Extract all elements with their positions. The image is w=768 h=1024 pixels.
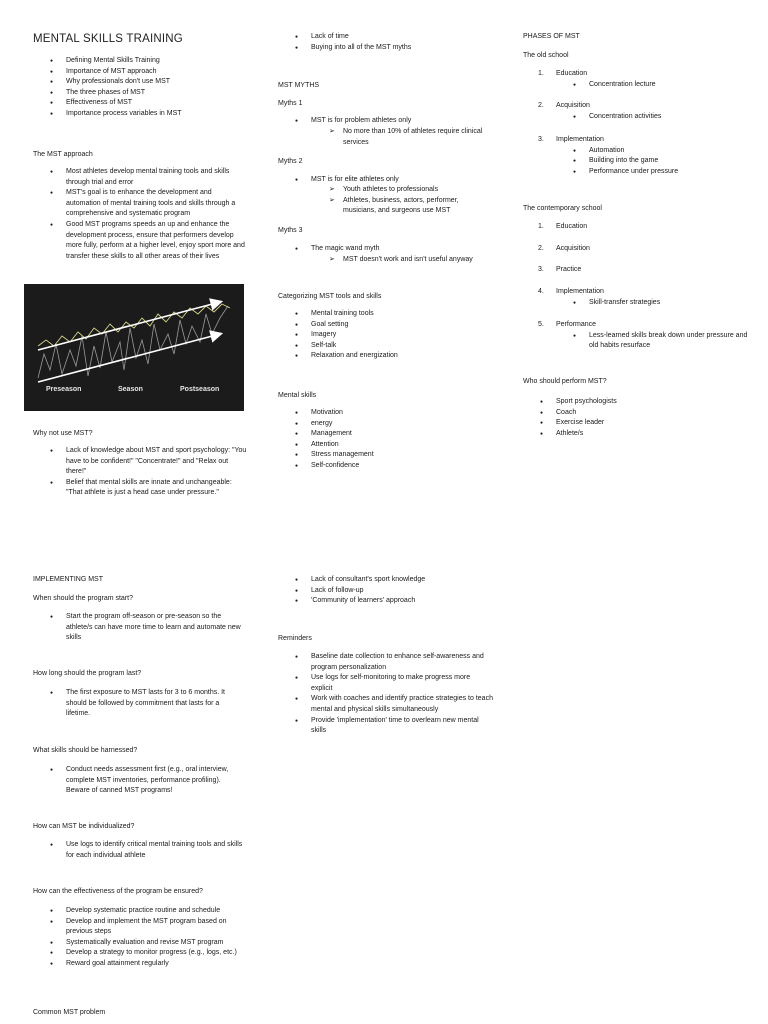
answer-list-effectiveness [66,906,246,970]
contemporary-school-heading: The contemporary school [523,205,602,212]
myth-2-heading: Myths 2 [278,158,303,165]
item-label: Performance [556,321,597,328]
section-heading-approach: The MST approach [33,151,93,158]
list-item: ● Attention [311,440,501,451]
list-item: ● energy [311,419,501,430]
item-number: 1. [538,70,544,77]
item-label: Practice [556,266,582,273]
section-heading-mental-skills: Mental skills [278,392,317,399]
question-individualized: How can MST be individualized? [33,823,135,830]
list-item: ● Effectiveness of MST [66,98,246,109]
old-item-3 [538,135,746,177]
list-item: ● Lack of time [311,32,501,43]
list-item: ● Good MST programs speeds an up and enhance the development process, ensure that performers develop more fully, perform at a higher level, enjoy sport more and transfer these skills to all other areas of their lives [66,220,248,262]
why-list [66,446,248,499]
item-label: Education [556,70,588,77]
list-item: ● Mental training tools [311,309,501,320]
list-item: ● Imagery [311,330,501,341]
section-heading-why: Why not use MST? [33,430,93,437]
list-item: ● Buying into all of the MST myths [311,43,501,54]
contemp-item-4-sublist [589,298,746,309]
list-item: ● Baseline date collection to enhance self-awareness and program personalization [311,652,493,673]
list-item: ● Self-confidence [311,461,501,472]
list-item: ● Belief that mental skills are innate and unchangeable: "That athlete is just a head case under pressure." [66,478,248,499]
list-item: ● The three phases of MST [66,88,246,99]
upper-trend-arrow [38,302,220,350]
progress-figure-svg [24,284,244,411]
list-item: ● Use logs to identify critical mental training tools and skills for each individual athlete [66,840,246,861]
list-item: ● Concentration lecture [589,80,746,91]
old-school-heading: The old school [523,52,569,59]
list-item: ● Conduct needs assessment first (e.g., oral interview, complete MST inventories, performance profiling). Beware of canned MST programs! [66,765,246,797]
list-item: ● The magic wand myth [311,244,501,255]
list-item: ● Goal setting [311,320,501,331]
label-season: Season [118,386,143,393]
list-item: ● Develop and implement the MST program based on previous steps [66,917,246,938]
lower-trend-arrow [38,334,220,382]
list-item: ● Importance of MST approach [66,67,246,78]
list-item: ● Reward goal attainment regularly [66,959,246,970]
item-number: 4. [538,288,544,295]
list-item: ● Self-talk [311,341,501,352]
item-number: 2. [538,245,544,252]
section-heading-common-problem: Common MST problem [33,1009,106,1016]
myth-1-heading: Myths 1 [278,100,303,107]
categorizing-list [311,309,501,362]
list-item: ● Use logs for self-monitoring to make progress more explicit [311,673,493,694]
list-item: ● 'Community of learners' approach [311,596,501,607]
list-item: ● Motivation [311,408,501,419]
section-heading-who: Who should perform MST? [523,378,607,385]
list-item: ● Stress management [311,450,501,461]
old-item-1-sublist [589,80,746,91]
old-item-3-sublist [589,146,746,178]
myth-3-heading: Myths 3 [278,227,303,234]
question-effectiveness: How can the effectiveness of the program be ensured? [33,888,203,895]
item-number: 2. [538,102,544,109]
list-item: ● Why professionals don't use MST [66,77,246,88]
list-item: ● Develop a strategy to monitor progress (e.g., logs, etc.) [66,948,246,959]
section-heading-reminders: Reminders [278,635,312,642]
item-number: 3. [538,266,544,273]
list-item: ● Develop systematic practice routine and schedule [66,906,246,917]
item-label: Acquisition [556,245,590,252]
old-item-1 [538,69,746,90]
list-item: ● Concentration activities [589,112,746,123]
question-duration: How long should the program last? [33,670,142,677]
item-number: 3. [538,136,544,143]
item-number: 5. [538,321,544,328]
question-start: When should the program start? [33,595,133,602]
list-item: ➢ Athletes, business, actors, performer, musicians, and surgeons use MST [343,196,493,217]
section-heading-categorizing: Categorizing MST tools and skills [278,293,382,300]
contemp-item-4 [538,287,746,308]
list-item: ➢ Youth athletes to professionals [343,185,493,196]
question-skills: What skills should be harnessed? [33,747,138,754]
list-item: ● Coach [556,408,746,419]
intro-list [66,56,246,120]
contemp-item-5-sublist [589,331,749,352]
list-item: ➢ No more than 10% of athletes require clinical services [343,127,493,148]
item-label: Implementation [556,136,604,143]
myth-1-sublist [343,127,493,148]
contemp-item-2 [538,244,746,255]
item-number: 1. [538,223,544,230]
answer-list-start [66,612,244,644]
contemp-item-5 [538,320,748,352]
myth-3-list [311,244,501,255]
list-item: ● MST is for elite athletes only [311,175,501,186]
answer-list-individualized [66,840,246,861]
list-item: ● MST is for problem athletes only [311,116,501,127]
list-item: ● Relaxation and energization [311,351,501,362]
list-item: ● Management [311,429,501,440]
item-label: Acquisition [556,102,590,109]
list-item: ● Start the program off-season or pre-season so the athlete/s can have more time to learn and automate new skills [66,612,244,644]
list-item: ● Automation [589,146,746,157]
section-heading-myths: MST MYTHS [278,82,320,89]
list-item: ● Sport psychologists [556,397,746,408]
old-item-2-sublist [589,112,746,123]
myth-1-list [311,116,501,127]
label-preseason: Preseason [46,386,82,393]
section-heading-phases: PHASES OF MST [523,33,580,40]
contemp-item-1 [538,222,746,233]
item-label: Education [556,223,588,230]
myth-2-sublist [343,185,493,217]
page-title: MENTAL SKILLS TRAINING [33,33,183,45]
who-list [556,397,746,439]
list-item: ● Athlete/s [556,429,746,440]
top-list [311,32,501,53]
list-item: ● Exercise leader [556,418,746,429]
problems-list [311,575,501,607]
list-item: ● Work with coaches and identify practice strategies to teach mental and physical skills simultaneously [311,694,493,715]
list-item: ● Defining Mental Skills Training [66,56,246,67]
list-item: ● Lack of follow-up [311,586,501,597]
progress-figure [24,284,244,411]
section-heading-implementing: IMPLEMENTING MST [33,576,104,583]
list-item: ● The first exposure to MST lasts for 3 to 6 months. It should be followed by commitment that lasts for a lifetime. [66,688,244,720]
old-item-2 [538,101,746,122]
myth-2-list [311,175,501,186]
list-item: ● Building into the game [589,156,746,167]
label-postseason: Postseason [180,386,220,393]
list-item: ● MST's goal is to enhance the development and automation of mental training tools and skills through a comprehensive and systematic program [66,188,248,220]
list-item: ● Performance under pressure [589,167,746,178]
answer-list-skills [66,765,246,797]
contemp-item-3 [538,265,746,276]
answer-list-duration [66,688,244,720]
approach-list [66,167,248,262]
mental-skills-list [311,408,501,472]
list-item: ● Lack of consultant's sport knowledge [311,575,501,586]
item-label: Implementation [556,288,604,295]
list-item: ● Most athletes develop mental training tools and skills through trial and error [66,167,248,188]
list-item: ➢ MST doesn't work and isn't useful anyway [343,255,503,266]
list-item: ● Systematically evaluation and revise MST program [66,938,246,949]
list-item: ● Lack of knowledge about MST and sport psychology: "You have to be confident!" "Concentrate!" and "Relax out there!" [66,446,248,478]
list-item: ● Skill-transfer strategies [589,298,746,309]
list-item: ● Importance process variables in MST [66,109,246,120]
myth-3-sublist [343,255,503,266]
list-item: ● Provide 'implementation' time to overlearn new mental skills [311,716,493,737]
list-item: ● Less-learned skills break down under pressure and old habits resurface [589,331,749,352]
reminders-list [311,652,493,737]
